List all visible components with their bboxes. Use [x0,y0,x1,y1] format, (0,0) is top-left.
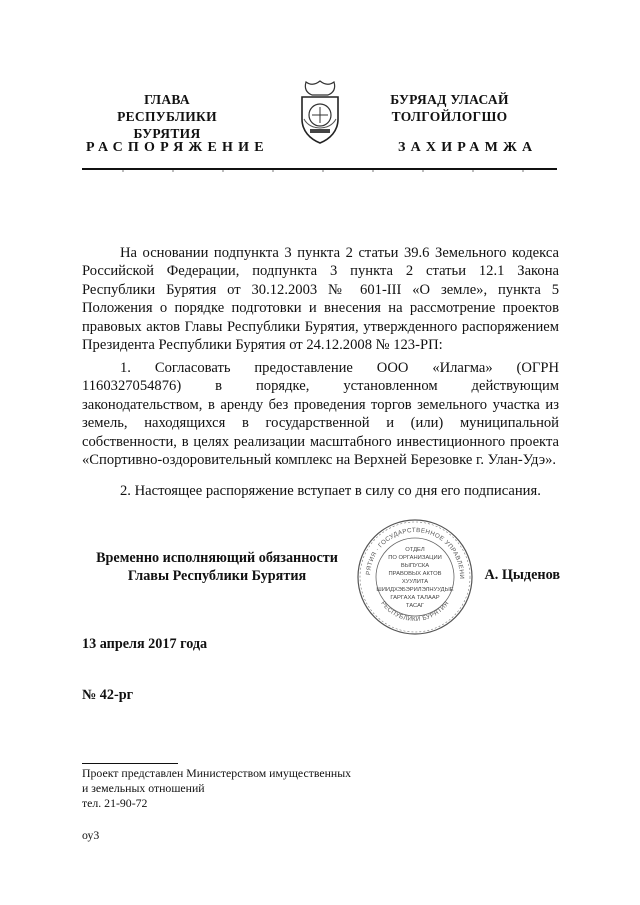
stamp-ring-bottom: РЕСПУБЛИКИ БУРЯТИЯ [379,599,451,624]
official-stamp [356,518,474,636]
footnote-line3: тел. 21-90-72 [82,796,148,811]
preamble-paragraph: На основании подпункта 3 пункта 2 статьи 39.6 Земельного кодекса Российской Федерации, подпункта 3 пункта 2 статьи 12.1 Закона Республики Бурятия от 30.12.2003 № 601-III «О земле», пункта 5 Положения о порядке подготовки и внесения на рассмотрение проектов правовых актов Главы Республики Бурятия, утвержденного распоряжением Президента Республики Бурятия от 24.12.2008 № 123-РП: [82,245,559,354]
item-1-paragraph: 1. Согласовать предоставление ООО «Илагма» (ОГРН 1160327054876) в порядке, установленном действующим законодательством, в аренду без проведения торгов земельного участка из земель, находящихся в государственной и (или) муниципальной собственности, в целях реализации масштабного инвестиционного проекта «Спортивно-оздоровительный комплекс на Верхней Березовке г. Улан-Удэ». [82,360,559,469]
stamp-line: ПО ОРГАНИЗАЦИИ [388,555,442,561]
footnote-divider [82,763,178,764]
header-right-line2: ТОЛГОЙЛОГШО [391,109,508,124]
doc-type-right: ЗАХИРАМЖА [398,140,538,155]
coat-of-arms-icon [292,79,348,145]
stamp-line: ВЫПУСКА [400,563,430,569]
header-dots-divider [82,170,557,176]
footnote-line2: и земельных отношений [82,781,205,796]
header-right-line1: БУРЯАД УЛАСАЙ [390,92,509,107]
stamp-line: ГАРГАХА ТАЛААР [390,595,440,601]
stamp-line: ТАСАГ [405,603,425,609]
footnote [82,766,402,812]
document-date: 13 апреля 2017 года [82,636,208,652]
header-left-line2: РЕСПУБЛИКИ БУРЯТИЯ [117,109,217,141]
footnote-line1: Проект представлен Министерством имущественных [82,766,352,780]
document-number: № 42-рг [82,687,134,703]
stamp-line: ХУУЛИТА [401,579,429,585]
document-code: оу3 [82,828,100,842]
header-left-line1: ГЛАВА [144,92,190,107]
header-left [82,91,252,142]
signatory-role-line2: Главы Республики Бурятия [127,568,307,584]
item-2-paragraph: 2. Настоящее распоряжение вступает в силу со дня его подписания. [120,483,541,499]
stamp-ring-top: РЯТИЯ · ГОСУДАРСТВЕННОЕ УПРАВЛЕНИ [365,526,466,580]
doc-type-left: РАСПОРЯЖЕНИЕ [86,140,269,155]
header-right [372,91,527,125]
signatory-role [82,549,352,585]
stamp-line: ОТДЕЛ [405,547,425,553]
stamp-line: ШИИДХЭБЭРИЛЭЛНУУДЫЕ [376,587,454,593]
signatory-role-line1: Временно исполняющий обязанности [96,550,338,566]
signatory-name: А. Цыденов [484,567,560,583]
stamp-line: ПРАВОВЫХ АКТОВ [388,571,442,577]
